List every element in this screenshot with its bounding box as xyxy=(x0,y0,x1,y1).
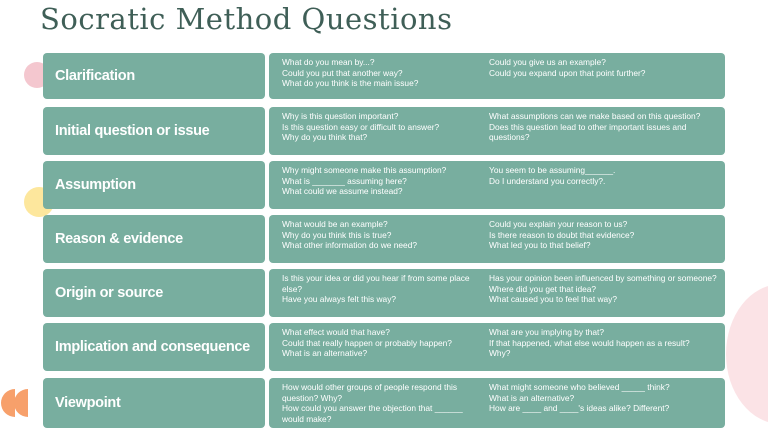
row-viewpoint xyxy=(43,378,725,428)
category-box xyxy=(43,107,265,155)
questions-column-right xyxy=(489,165,721,186)
questions-box xyxy=(269,269,725,317)
questions-column-left xyxy=(282,327,480,359)
questions-box xyxy=(269,107,725,155)
question: Has your opinion been influenced by something or someone? xyxy=(489,273,717,283)
question: What is _______ assuming here? xyxy=(282,175,407,186)
row-origin-source xyxy=(43,269,725,317)
questions-column-right xyxy=(489,327,721,359)
questions-column-right xyxy=(489,219,721,251)
question: Why might someone make this assumption? xyxy=(282,165,447,175)
question: You seem to be assuming______. xyxy=(489,165,616,175)
question: Why do you think this is true? xyxy=(282,229,392,240)
row-reason-evidence xyxy=(43,215,725,263)
question: Have you always felt this way? xyxy=(282,294,397,305)
question: What is an alternative? xyxy=(282,348,368,359)
question: What might someone who believed _____ think? xyxy=(489,382,670,392)
category-box xyxy=(43,269,265,317)
decorative-circle-pink-large xyxy=(726,284,768,424)
category-label: Clarification xyxy=(55,68,135,84)
question: How could you answer the objection that ______ would make? xyxy=(282,403,463,424)
questions-column-right xyxy=(489,57,721,78)
questions-column-left xyxy=(282,57,480,89)
row-clarification xyxy=(43,53,725,99)
decorative-half-circle-orange xyxy=(1,389,15,417)
row-initial-question xyxy=(43,107,725,155)
category-label: Assumption xyxy=(55,177,136,193)
questions-box xyxy=(269,215,725,263)
question: What led you to that belief? xyxy=(489,240,591,251)
category-label: Initial question or issue xyxy=(55,123,210,139)
question: Does this question lead to other important issues and questions? xyxy=(489,121,687,143)
question: What do you mean by...? xyxy=(282,57,375,67)
category-label: Reason & evidence xyxy=(55,231,183,247)
questions-column-left xyxy=(282,111,480,143)
question: Is there reason to doubt that evidence? xyxy=(489,229,635,240)
questions-column-left xyxy=(282,219,480,251)
question: What could we assume instead? xyxy=(282,186,403,197)
question: Do I understand you correctly?. xyxy=(489,175,606,186)
question: How would other groups of people respond this question? Why? xyxy=(282,382,458,403)
question: Is this question easy or difficult to answer? xyxy=(282,121,440,132)
question: Could you put that another way? xyxy=(282,67,403,78)
page-title: Socratic Method Questions xyxy=(40,2,453,36)
question: Could you give us an example? xyxy=(489,57,606,67)
question: What is an alternative? xyxy=(489,392,575,403)
questions-column-left xyxy=(282,273,480,305)
category-box xyxy=(43,378,265,428)
row-implication-consequence xyxy=(43,323,725,371)
question: If that happened, what else would happen as a result? xyxy=(489,337,690,348)
questions-column-right xyxy=(489,273,721,305)
question: What are you implying by that? xyxy=(489,327,604,337)
question: Why? xyxy=(489,348,511,359)
question: Could you explain your reason to us? xyxy=(489,219,628,229)
category-box xyxy=(43,161,265,209)
category-label: Viewpoint xyxy=(55,395,121,411)
question: What effect would that have? xyxy=(282,327,390,337)
questions-column-right xyxy=(489,382,721,414)
questions-column-left xyxy=(282,165,480,197)
category-box xyxy=(43,323,265,371)
question: Could that really happen or probably happen? xyxy=(282,337,452,348)
questions-box xyxy=(269,378,725,428)
question: Where did you get that idea? xyxy=(489,283,597,294)
question: What do you think is the main issue? xyxy=(282,78,419,89)
category-box xyxy=(43,215,265,263)
question: How are ____ and ____'s ideas alike? Different? xyxy=(489,403,670,414)
row-assumption xyxy=(43,161,725,209)
questions-column-right xyxy=(489,111,721,143)
question: Is this your idea or did you hear if from some place else? xyxy=(282,273,470,294)
question: Why do you think that? xyxy=(282,132,368,143)
question: What assumptions can we make based on this question? xyxy=(489,111,701,121)
category-box xyxy=(43,53,265,99)
category-label: Implication and consequence xyxy=(55,339,250,355)
questions-box xyxy=(269,53,725,99)
category-label: Origin or source xyxy=(55,285,163,301)
question: What caused you to feel that way? xyxy=(489,294,618,305)
question: Could you expand upon that point further? xyxy=(489,67,646,78)
question: What other information do we need? xyxy=(282,240,418,251)
questions-column-left xyxy=(282,382,480,424)
questions-box xyxy=(269,161,725,209)
question: Why is this question important? xyxy=(282,111,399,121)
question: What would be an example? xyxy=(282,219,388,229)
questions-box xyxy=(269,323,725,371)
decorative-half-circle-orange xyxy=(14,389,28,417)
